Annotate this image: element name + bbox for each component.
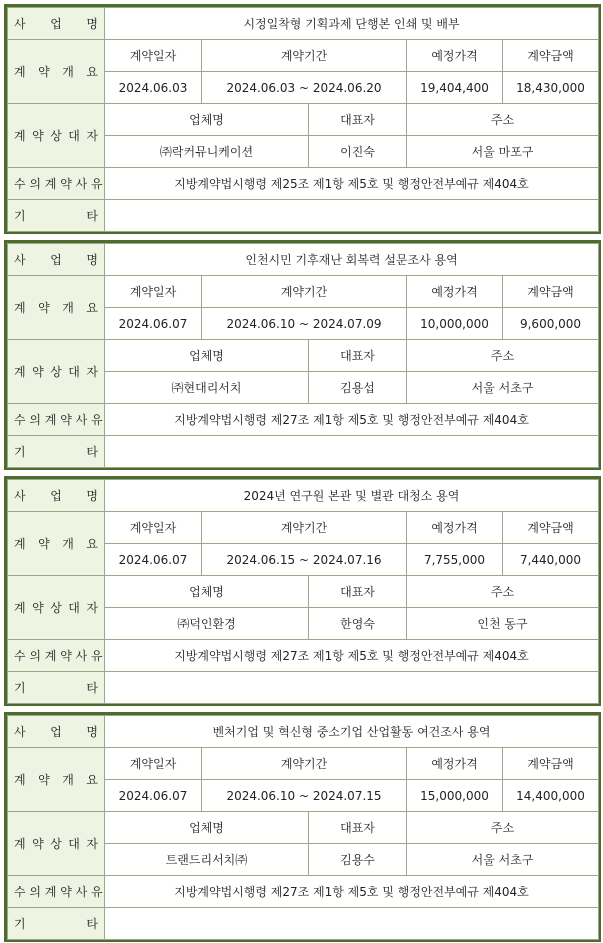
contract-amount: 9,600,000 [503, 308, 599, 340]
header-contract-date: 계약일자 [105, 40, 202, 72]
label-reason: 수 의 계 약 사 유 [8, 876, 105, 908]
representative: 김용섭 [309, 372, 407, 404]
contract-card [4, 476, 601, 706]
header-contract-date: 계약일자 [105, 748, 202, 780]
company-name: ㈜락커뮤니케이션 [105, 136, 309, 168]
header-estimated-price: 예정가격 [407, 748, 503, 780]
company-name: ㈜현대리서치 [105, 372, 309, 404]
label-counterparty: 계 약 상 대 자 [8, 104, 105, 168]
label-other: 기 타 [8, 908, 105, 940]
label-contract-overview: 계 약 개 요 [8, 276, 105, 340]
estimated-price: 7,755,000 [407, 544, 503, 576]
estimated-price: 19,404,400 [407, 72, 503, 104]
address: 인천 동구 [407, 608, 599, 640]
label-reason: 수 의 계 약 사 유 [8, 168, 105, 200]
header-estimated-price: 예정가격 [407, 40, 503, 72]
label-contract-overview: 계 약 개 요 [8, 512, 105, 576]
label-other: 기 타 [8, 200, 105, 232]
header-company-name: 업체명 [105, 576, 309, 608]
other-value [105, 672, 599, 704]
address: 서울 서초구 [407, 372, 599, 404]
contract-reason: 지방계약법시행령 제27조 제1항 제5호 및 행정안전부예규 제404호 [105, 404, 599, 436]
header-contract-date: 계약일자 [105, 512, 202, 544]
header-estimated-price: 예정가격 [407, 512, 503, 544]
contract-reason: 지방계약법시행령 제27조 제1항 제5호 및 행정안전부예규 제404호 [105, 876, 599, 908]
contract-table [7, 7, 599, 232]
header-company-name: 업체명 [105, 104, 309, 136]
estimated-price: 10,000,000 [407, 308, 503, 340]
header-estimated-price: 예정가격 [407, 276, 503, 308]
representative: 한영숙 [309, 608, 407, 640]
header-representative: 대표자 [309, 104, 407, 136]
header-contract-period: 계약기간 [202, 512, 407, 544]
contract-table [7, 715, 599, 940]
contract-table [7, 479, 599, 704]
header-contract-period: 계약기간 [202, 40, 407, 72]
contract-amount: 18,430,000 [503, 72, 599, 104]
contract-period: 2024.06.10 ~ 2024.07.15 [202, 780, 407, 812]
header-contract-period: 계약기간 [202, 748, 407, 780]
label-contract-overview: 계 약 개 요 [8, 748, 105, 812]
header-representative: 대표자 [309, 812, 407, 844]
header-company-name: 업체명 [105, 340, 309, 372]
header-contract-amount: 계약금액 [503, 40, 599, 72]
header-representative: 대표자 [309, 576, 407, 608]
label-counterparty: 계 약 상 대 자 [8, 576, 105, 640]
header-representative: 대표자 [309, 340, 407, 372]
label-other: 기 타 [8, 436, 105, 468]
contract-date: 2024.06.07 [105, 308, 202, 340]
company-name: ㈜덕인환경 [105, 608, 309, 640]
project-name: 벤처기업 및 혁신형 중소기업 산업활동 여건조사 용역 [105, 716, 599, 748]
contract-reason: 지방계약법시행령 제27조 제1항 제5호 및 행정안전부예규 제404호 [105, 640, 599, 672]
contract-period: 2024.06.03 ~ 2024.06.20 [202, 72, 407, 104]
label-project-name: 사 업 명 [8, 480, 105, 512]
contract-card [4, 4, 601, 234]
company-name: 트랜드리서치㈜ [105, 844, 309, 876]
header-address: 주소 [407, 812, 599, 844]
other-value [105, 200, 599, 232]
header-contract-amount: 계약금액 [503, 512, 599, 544]
header-contract-date: 계약일자 [105, 276, 202, 308]
other-value [105, 908, 599, 940]
contract-amount: 7,440,000 [503, 544, 599, 576]
contract-date: 2024.06.03 [105, 72, 202, 104]
label-other: 기 타 [8, 672, 105, 704]
header-address: 주소 [407, 340, 599, 372]
estimated-price: 15,000,000 [407, 780, 503, 812]
label-project-name: 사 업 명 [8, 716, 105, 748]
header-contract-amount: 계약금액 [503, 748, 599, 780]
contract-date: 2024.06.07 [105, 544, 202, 576]
representative: 이진숙 [309, 136, 407, 168]
header-contract-period: 계약기간 [202, 276, 407, 308]
header-address: 주소 [407, 104, 599, 136]
contract-date: 2024.06.07 [105, 780, 202, 812]
header-address: 주소 [407, 576, 599, 608]
project-name: 2024년 연구원 본관 및 별관 대청소 용역 [105, 480, 599, 512]
other-value [105, 436, 599, 468]
contract-card [4, 712, 601, 942]
address: 서울 서초구 [407, 844, 599, 876]
label-project-name: 사 업 명 [8, 244, 105, 276]
label-reason: 수 의 계 약 사 유 [8, 640, 105, 672]
contract-period: 2024.06.10 ~ 2024.07.09 [202, 308, 407, 340]
contract-table [7, 243, 599, 468]
contract-amount: 14,400,000 [503, 780, 599, 812]
label-contract-overview: 계 약 개 요 [8, 40, 105, 104]
label-counterparty: 계 약 상 대 자 [8, 812, 105, 876]
address: 서울 마포구 [407, 136, 599, 168]
header-company-name: 업체명 [105, 812, 309, 844]
label-project-name: 사 업 명 [8, 8, 105, 40]
label-reason: 수 의 계 약 사 유 [8, 404, 105, 436]
project-name: 인천시민 기후재난 회복력 설문조사 용역 [105, 244, 599, 276]
label-counterparty: 계 약 상 대 자 [8, 340, 105, 404]
project-name: 시정일착형 기획과제 단행본 인쇄 및 배부 [105, 8, 599, 40]
representative: 김용수 [309, 844, 407, 876]
contract-period: 2024.06.15 ~ 2024.07.16 [202, 544, 407, 576]
contract-card [4, 240, 601, 470]
header-contract-amount: 계약금액 [503, 276, 599, 308]
contract-reason: 지방계약법시행령 제25조 제1항 제5호 및 행정안전부예규 제404호 [105, 168, 599, 200]
